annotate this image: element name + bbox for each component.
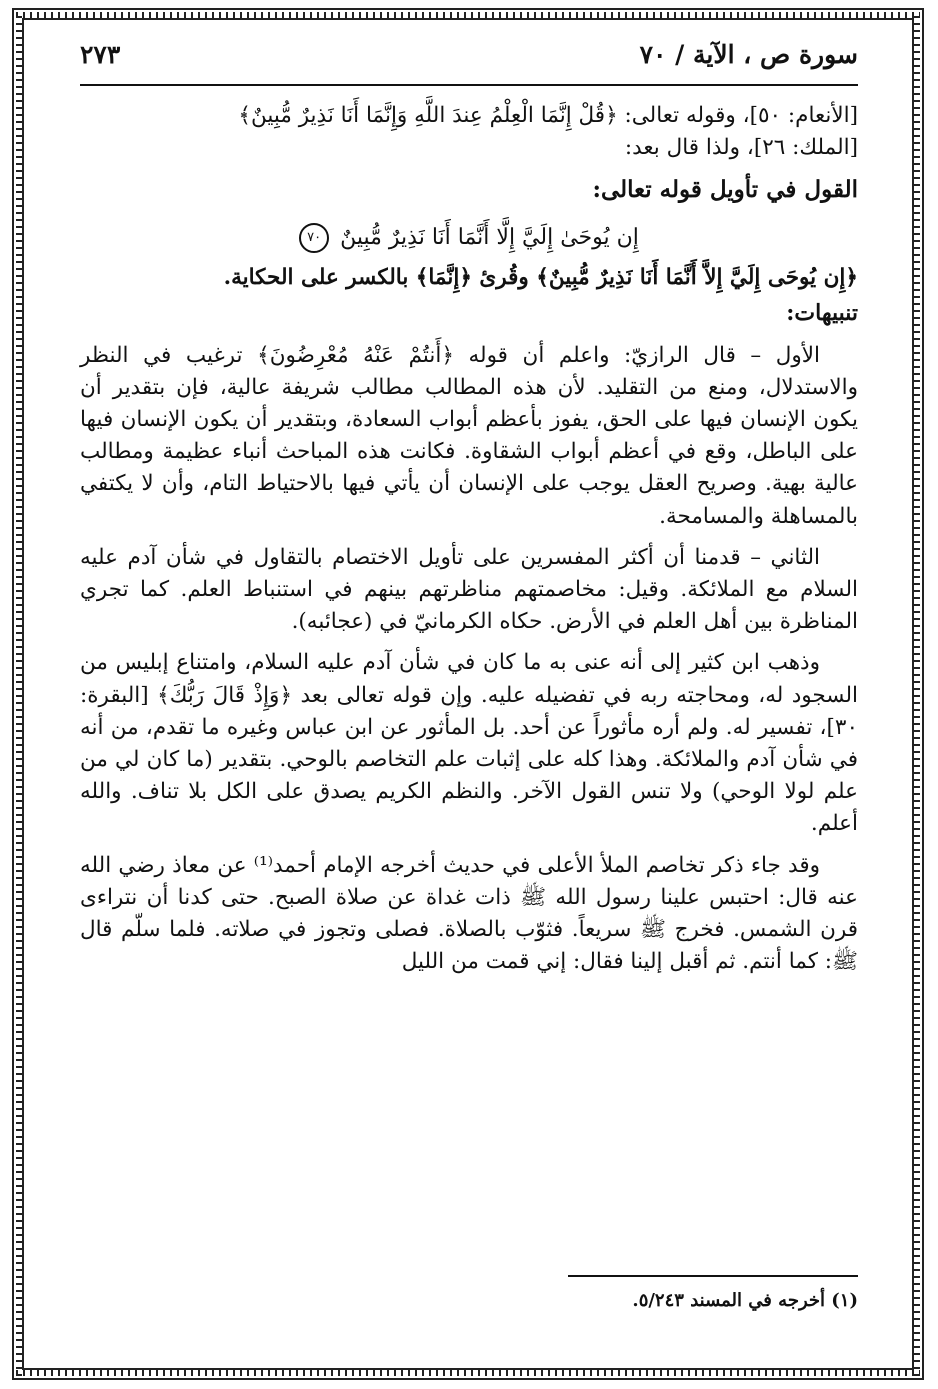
border-ornament-right (914, 12, 920, 1376)
paragraph-second: الثاني – قدمنا أن أكثر المفسرين على تأويل الاختصام بالتقاول في شأن آدم عليه السلام مع الملائكة. وقيل: مخاصمتهم مناظرتهم بينهم في استنباط العلم. كما تجري المناظرة بين أهل العلم في الأرض. حكاه الكرمانيّ في (عجائبه). (80, 544, 858, 635)
quran-verse (80, 214, 858, 262)
verse-text: إِن يُوحَىٰ إِلَيَّ إِلَّا أَنَّمَا أَنَا نَذِيرٌ مُّبِينٌ (340, 225, 639, 251)
verse-commentary: ﴿إِن يُوحَى إِلَيَّ إِلاَّ أَنَّمَا أَنَا نَذِيرٌ مُّبِينٌ﴾ وقُرئ ﴿إِنَّمَا﴾ بالكسر على الحكاية. (223, 265, 858, 291)
running-title: سورة ص ، الآية / ٧٠ (639, 40, 858, 69)
tanbihat-heading: تنبيهات: (786, 299, 858, 326)
footnote-divider (568, 1275, 858, 1277)
text-line: [الملك: ٢٦]، ولذا قال بعد: (624, 135, 858, 161)
main-text (80, 100, 858, 978)
page-number: ٢٧٣ (80, 40, 121, 69)
footnote: (١) أخرجه في المسند ٥/٢٤٣. (632, 1290, 858, 1311)
paragraph-third: وذهب ابن كثير إلى أنه عنى به ما كان في شأن آدم عليه السلام، وامتناع إبليس من السجود له، ومحاجته ربه في تفضيله عليه. وإن قوله تعالى بعد ﴿وَإِذْ قَالَ رَبُّكَ﴾ [البقرة: ٣٠]، تفسير له. ولم أره مأثوراً عن أحد. بل المأثور عن ابن عباس وغيره ما تقدم، من أنه في شأن آدم والملائكة. وهذا كله على إثبات علم التخاصم بالوحي. بتقدير (ما كان لي من علم لولا الوحي) ولا تنس القول الآخر. والنظم الكريم يصدق على الكل بلا تناف. والله أعلم. (80, 650, 858, 837)
paragraph-fourth: وقد جاء ذكر تخاصم الملأ الأعلى في حديث أخرجه الإمام أحمد⁽¹⁾ عن معاذ رضي الله عنه قال: احتبس علينا رسول الله ﷺ ذات غداة عن صلاة الصبح. حتى كدنا أن نتراءى قرن الشمس. فخرج ﷺ سريعاً. فثوّب بالصلاة. فصلى وتجوز في صلاته. فلما سلّم قال ﷺ: كما أنتم. ثم أقبل إلينا فقال: إني قمت من الليل (80, 852, 858, 975)
text-line: [الأنعام: ٥٠]، وقوله تعالى: ﴿قُلْ إِنَّمَا الْعِلْمُ عِندَ اللَّهِ وَإِنَّمَا أَنَا نَذِيرٌ مُّبِينٌ﴾ (238, 103, 858, 128)
section-heading: القول في تأويل قوله تعالى: (592, 176, 858, 204)
page-content (80, 40, 858, 1350)
border-ornament-bottom (16, 1370, 920, 1376)
ayah-number-icon: ٧٠ (299, 223, 329, 253)
running-header (80, 40, 858, 86)
paragraph-first: الأول – قال الرازيّ: واعلم أن قوله ﴿أَنتُمْ عَنْهُ مُعْرِضُونَ﴾ ترغيب في النظر والاستدلال، ومنع من التقليد. لأن هذه المطالب مطالب شريفة عالية، فإن بتقدير أن يكون الإنسان فيها على الحق، يفوز بأعظم أبواب السعادة، وبتقدير أن يكون الإنسان فيها على الباطل، وقع في أعظم أبواب الشقاوة. فكانت هذه المباحث أنباء عظيمة ومطالب عالية بهية. وصريح العقل يوجب على الإنسان أن يأتي فيها بالاحتياط التام، وأن لا يكتفي بالمساهلة والمسامحة. (80, 342, 858, 529)
